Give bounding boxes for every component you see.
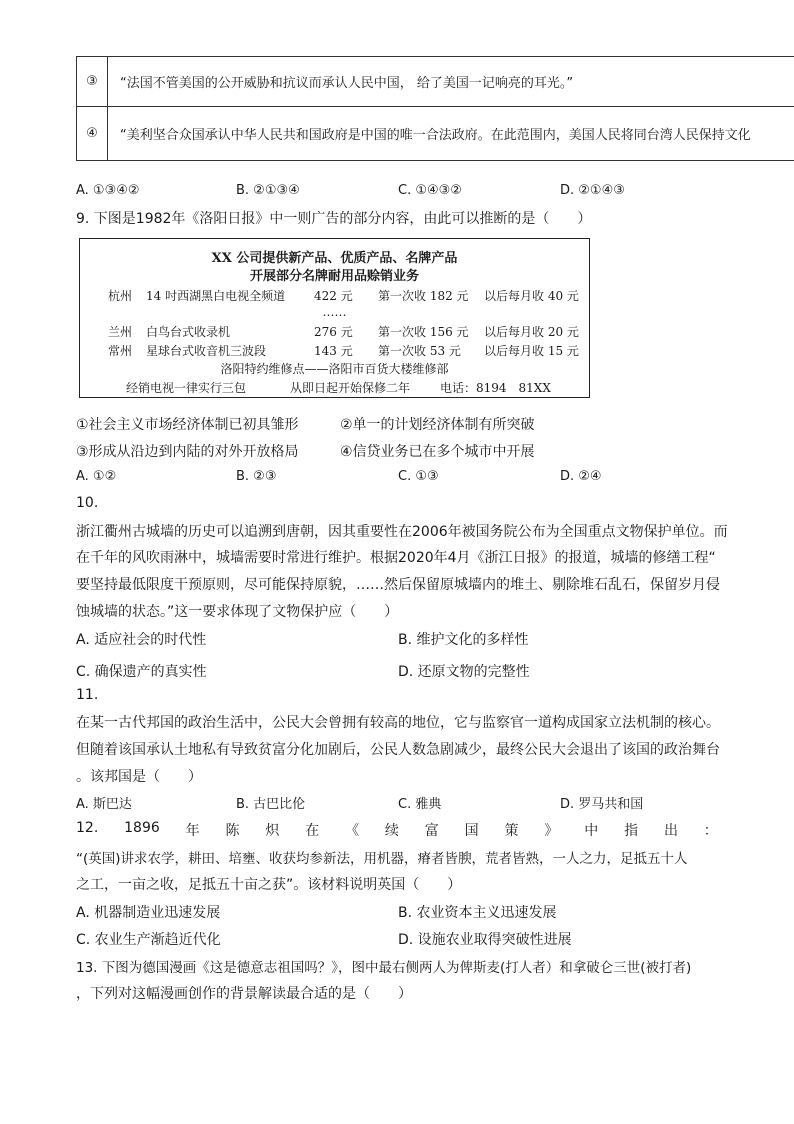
q9-stem: 9. 下图是1982年《洛阳日报》中一则广告的部分内容，由此可以推断的是（ ） (76, 211, 592, 227)
q12-word: 》 (544, 823, 559, 839)
q10-option-a[interactable]: A. 适应社会的时代性 (76, 632, 207, 648)
ad-row-item: 星球台式收音机三波段 (146, 344, 267, 358)
ad-row-monthly: 以后每月收 40 元 (484, 289, 579, 303)
q10-line: 浙江衢州古城墙的历史可以追溯到唐朝，因其重要性在2006年被国务院公布为全国重点文物保护单位。而 (76, 524, 728, 540)
q11-option-d[interactable]: D. 罗马共和国 (560, 797, 644, 812)
ad-row-price: 143 元 (314, 344, 353, 358)
ad-row-city: 杭州 (108, 289, 133, 303)
ad-title: XX 公司提供新产品、优质产品、名牌产品 (211, 251, 458, 266)
q8-option-c[interactable]: C. ①④③② (398, 183, 462, 198)
ad-row-first: 第一次收 182 元 (378, 289, 469, 303)
q10-number: 10. (76, 495, 99, 511)
q12-word: ： (703, 823, 718, 839)
row-number: ③ (77, 57, 108, 107)
row-number: ④ (77, 107, 108, 161)
q12-word: 中 (584, 823, 599, 839)
q11-option-c[interactable]: C. 雅典 (398, 797, 442, 812)
ad-row-first: 第一次收 156 元 (378, 325, 469, 339)
q12-word: 出 (663, 823, 678, 839)
q12-word: 陈 (225, 823, 240, 839)
advertisement-figure (79, 238, 590, 398)
ad-row-city: 常州 (108, 344, 133, 358)
q8-option-a[interactable]: A. ①③④② (76, 183, 140, 198)
q9-option-a[interactable]: A. ①② (76, 469, 117, 484)
q9-option-c[interactable]: C. ①③ (398, 469, 439, 484)
q12-word: 炽 (265, 823, 280, 839)
q12-line: “(英国)讲求农学，耕田、培壅、收获均参新法，用机器，瘠者皆腴，荒者皆熟，一人之力，足抵五十人 (76, 851, 688, 867)
q12-word: 年 (185, 823, 200, 839)
ad-subtitle: 开展部分名牌耐用品赊销业务 (249, 269, 419, 284)
q9-statement-3: ③形成从沿边到内陆的对外开放格局 (76, 444, 299, 460)
q12-word: 指 (624, 823, 639, 839)
ad-row-item: 白鸟台式收录机 (146, 325, 231, 339)
ad-row-first: 第一次收 53 元 (378, 344, 461, 358)
ad-row-price: 276 元 (314, 325, 353, 339)
q12-first-line (76, 820, 718, 840)
q11-option-a[interactable]: A. 斯巴达 (76, 797, 132, 812)
q12-word: 富 (424, 823, 439, 839)
q10-line: 蚀城墙的状态。”这一要求体现了文物保护应（ ） (76, 604, 399, 620)
q12-word: 1896 (124, 820, 160, 836)
q12-word: 策 (504, 823, 519, 839)
q11-line: 。该邦国是（ ） (76, 769, 202, 785)
q10-line: 要坚持最低限度干预原则，尽可能保持原貌，……然后保留原城墙内的堆土、剔除堆石乱石，保留岁月侵 (76, 577, 720, 593)
comparison-table (76, 56, 794, 161)
q8-option-d[interactable]: D. ②①④③ (560, 183, 625, 198)
q12-option-d[interactable]: D. 设施农业取得突破性进展 (398, 932, 572, 948)
q12-word: 国 (464, 823, 479, 839)
ad-row-price: 422 元 (314, 289, 353, 303)
q12-word: 在 (305, 823, 320, 839)
table-row (77, 107, 794, 161)
ad-ellipsis: …… (322, 305, 347, 319)
q10-option-b[interactable]: B. 维护文化的多样性 (398, 632, 529, 648)
q10-option-d[interactable]: D. 还原文物的完整性 (398, 664, 530, 680)
ad-row-city: 兰州 (108, 325, 133, 339)
q12-option-a[interactable]: A. 机器制造业迅速发展 (76, 905, 221, 921)
table-row (77, 57, 794, 107)
q11-number: 11. (76, 687, 99, 703)
row-text: “美利坚合众国承认中华人民共和国政府是中国的唯一合法政府。在此范围内，美国人民将同台湾人民保持文化 (108, 107, 794, 161)
ad-row-monthly: 以后每月收 15 元 (484, 344, 579, 358)
q10-line: 在千年的风吹雨淋中，城墙需要时常进行维护。根据2020年4月《浙江日报》的报道，城墙的修缮工程“ (76, 550, 716, 566)
q11-option-b[interactable]: B. 古巴比伦 (236, 797, 306, 812)
q11-line: 但随着该国承认土地私有导致贫富分化加剧后，公民人数急剧减少，最终公民大会退出了该国的政治舞台 (76, 742, 720, 758)
q12-option-b[interactable]: B. 农业资本主义迅速发展 (398, 905, 557, 921)
q10-option-c[interactable]: C. 确保遗产的真实性 (76, 664, 207, 680)
q12-word: 续 (384, 823, 399, 839)
q9-statement-4: ④信贷业务已在多个城市中开展 (340, 444, 535, 460)
q13-line: ，下列对这幅漫画创作的背景解读最合适的是（ ） (76, 986, 412, 1002)
q12-line: 之工，一亩之收，足抵五十亩之获”。该材料说明英国（ ） (76, 877, 462, 893)
q12-word: 12. (76, 820, 99, 836)
q13-line: 13. 下图为德国漫画《这是德意志祖国吗？》，图中最右侧两人为俾斯麦(打人者）和拿破仑三世(被打者) (76, 960, 692, 976)
ad-row-item: 14 吋西湖黑白电视全频道 (146, 289, 286, 303)
ad-footer-phone: 电话：8194 81XX (440, 381, 551, 395)
q11-line: 在某一古代邦国的政治生活中，公民大会曾拥有较高的地位，它与监察官一道构成国家立法机制的核心。 (76, 715, 720, 731)
q12-word: 《 (345, 823, 360, 839)
ad-row-monthly: 以后每月收 20 元 (484, 325, 579, 339)
q9-option-d[interactable]: D. ②④ (560, 469, 602, 484)
ad-footer-guarantee: 从即日起开始保修二年 (290, 381, 411, 395)
ad-footer-warranty: 经销电视一律实行三包 (126, 381, 247, 395)
q9-statement-1: ①社会主义市场经济体制已初具雏形 (76, 417, 299, 433)
q9-statement-2: ②单一的计划经济体制有所突破 (340, 417, 535, 433)
q9-option-b[interactable]: B. ②③ (236, 469, 277, 484)
q8-option-b[interactable]: B. ②①③④ (236, 183, 300, 198)
row-text: “法国不管美国的公开威胁和抗议而承认人民中国， 给了美国一记响亮的耳光。” (108, 57, 794, 107)
q12-option-c[interactable]: C. 农业生产渐趋近代化 (76, 932, 221, 948)
ad-repair-point: 洛阳特约维修点——洛阳市百货大楼维修部 (220, 362, 449, 376)
